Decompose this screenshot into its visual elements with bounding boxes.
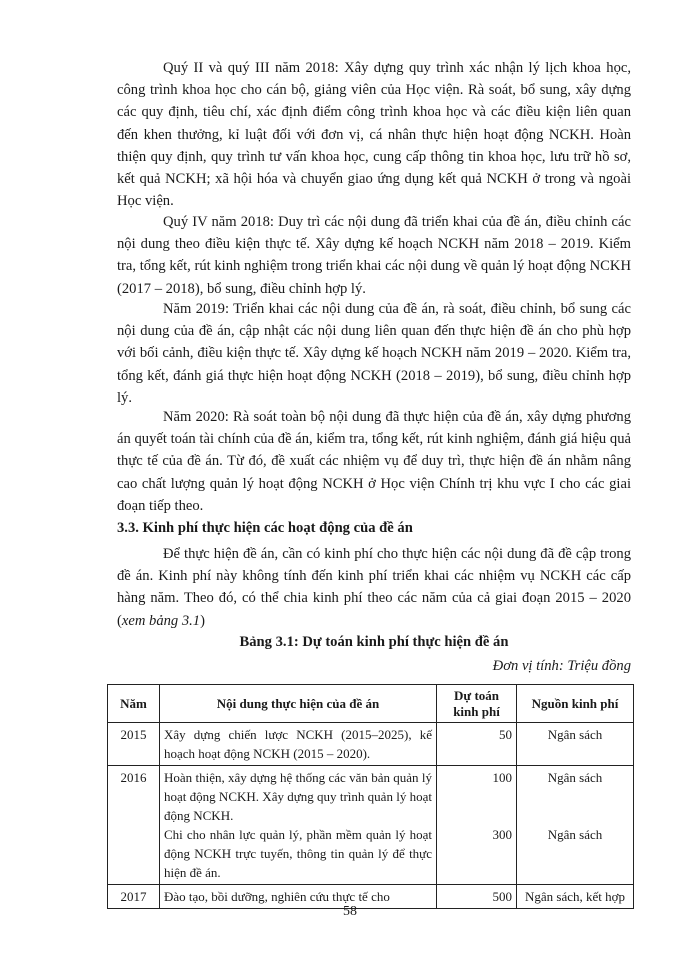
- row-amount: 500: [437, 885, 517, 909]
- row-content: Đào tạo, bồi dưỡng, nghiên cứu thực tế cho: [160, 885, 437, 909]
- row-amount: [437, 766, 517, 885]
- budget-table: [107, 684, 634, 909]
- table-header-row: [108, 685, 634, 723]
- row-amount-part-2: 300: [492, 827, 512, 842]
- row-content: [160, 766, 437, 885]
- header-estimate: Dự toán kinh phí: [437, 685, 517, 723]
- row-content-part-1: Hoàn thiện, xây dựng hệ thống các văn bản quản lý hoạt động NCKH. Xây dựng quy trình quản lý hoạt động NCKH.: [164, 770, 432, 823]
- row-year: 2015: [108, 723, 160, 766]
- row-amount-part-1: 100: [492, 770, 512, 785]
- header-source: Nguồn kinh phí: [517, 685, 634, 723]
- table-caption: Bảng 3.1: Dự toán kinh phí thực hiện đề án: [239, 634, 509, 650]
- paragraph-q2-q3-2018: Quý II và quý III năm 2018: Xây dựng quy trình xác nhận lý lịch khoa học, công trình khoa học cho cán bộ, giảng viên của Học viện. Rà soát, bổ sung, xây dựng các quy định, tiêu chí, xác định điểm công trình khoa học và các điều kiện liên quan đến khen thưởng, kỉ luật đối với đơn vị, cá nhân thực hiện hoạt động NCKH. Hoàn thiện quy định, quy trình tư vấn khoa học, cung cấp thông tin khoa học, lưu trữ hồ sơ, kết quả NCKH; xã hội hóa và chuyển giao ứng dụng kết quả NCKH ở trong và ngoài Học viện.: [117, 60, 631, 210]
- table-reference: xem bảng 3.1: [121, 612, 201, 629]
- header-year: Năm: [108, 685, 160, 723]
- page-number: 58: [343, 904, 357, 919]
- section-heading: 3.3. Kinh phí thực hiện các hoạt động của đề án: [117, 520, 413, 536]
- row-content: Xây dựng chiến lược NCKH (2015–2025), kế hoạch hoạt động NCKH (2015 – 2020).: [160, 723, 437, 766]
- paragraph-q4-2018: Quý IV năm 2018: Duy trì các nội dung đã triển khai của đề án, điều chỉnh các nội dung theo điều kiện thực tế. Xây dựng kế hoạch NCKH năm 2018 – 2019. Kiểm tra, tổng kết, rút kinh nghiệm trong triển khai các nội dung về quản lý hoạt động NCKH (2017 – 2018), bổ sung, điều chỉnh hợp lý.: [117, 214, 631, 297]
- row-year: 2016: [108, 766, 160, 885]
- row-amount: 50: [437, 723, 517, 766]
- table-row-2015: [108, 723, 634, 766]
- row-content-part-2: Chi cho nhân lực quản lý, phần mềm quản lý hoạt động NCKH trực tuyến, thông tin quản lý để thực hiện đề án.: [164, 827, 432, 880]
- row-source: Ngân sách: [517, 723, 634, 766]
- table-row-2016: [108, 766, 634, 885]
- budget-intro-end: ): [200, 612, 205, 629]
- paragraph-2019: Năm 2019: Triển khai các nội dung của đề án, rà soát, điều chỉnh, bổ sung các nội dung của đề án, cập nhật các nội dung liên quan đến thực hiện đề án cho phù hợp với bối cảnh, điều kiện thực tế. Xây dựng kế hoạch NCKH năm 2019 – 2020. Kiểm tra, tổng kết, đánh giá thực hiện hoạt động NCKH (2018 – 2019), bổ sung, điều chỉnh hợp lý.: [117, 301, 631, 406]
- paragraph-2020: Năm 2020: Rà soát toàn bộ nội dung đã thực hiện của đề án, xây dựng phương án quyết toán tài chính của đề án, kiểm tra, tổng kết, rút kinh nghiệm, đánh giá hiệu quả thực tế của đề án. Từ đó, đề xuất các nhiệm vụ để duy trì, thực hiện đề án nhằm nâng cao chất lượng quản lý hoạt động NCKH ở Học viện Chính trị khu vực I cho các giai đoạn tiếp theo.: [117, 409, 631, 514]
- row-source-part-2: Ngân sách: [547, 827, 603, 842]
- budget-intro-text: Để thực hiện đề án, cần có kinh phí cho thực hiện các nội dung đã đề cập trong đề án. Kinh phí này không tính đến kinh phí triển khai các nhiệm vụ NCKH các cấp hàng năm. Theo đó, có thể chia kinh phí theo các năm của cả giai đoạn 2015 – 2020 (: [117, 546, 631, 629]
- row-source: Ngân sách, kết hợp: [517, 885, 634, 909]
- header-content: Nội dung thực hiện của đề án: [160, 685, 437, 723]
- row-source: [517, 766, 634, 885]
- row-year: 2017: [108, 885, 160, 909]
- row-source-part-1: Ngân sách: [547, 770, 603, 785]
- paragraph-budget-intro: [117, 543, 631, 632]
- unit-note: Đơn vị tính: Triệu đồng: [492, 658, 631, 674]
